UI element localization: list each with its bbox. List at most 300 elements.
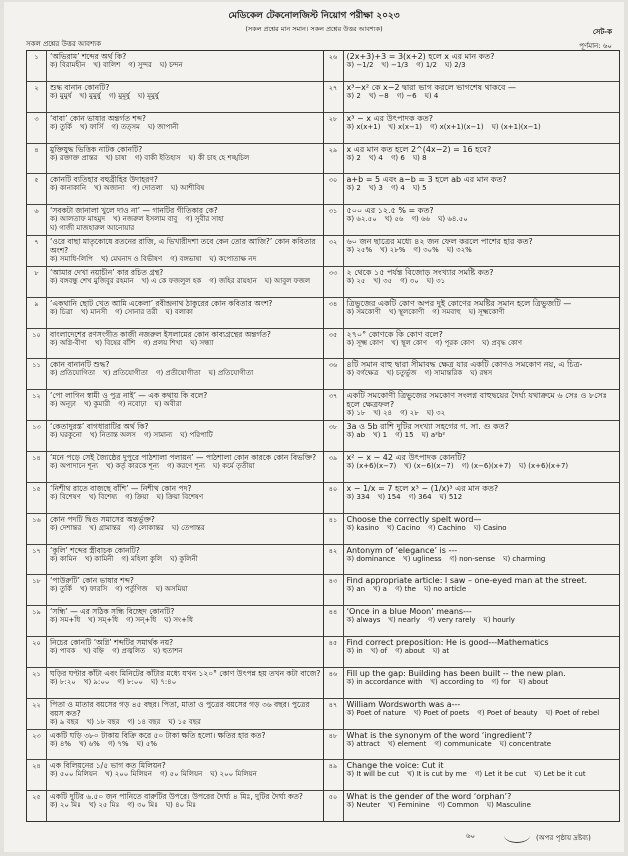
- question-row: [27, 174, 323, 205]
- answer-option: ক) Neuter: [346, 801, 381, 810]
- option-list: [50, 616, 321, 625]
- answer-option: গ) লোকান্তর: [128, 523, 164, 532]
- answer-option: গ) ৩০ মিঃ: [127, 801, 158, 810]
- option-list: [50, 277, 321, 286]
- option-list: [347, 92, 618, 101]
- option-list: [50, 555, 321, 564]
- answer-option: ক) 334: [346, 492, 370, 501]
- answer-option: ঘ) no article: [423, 585, 467, 594]
- question-text: ৬০ জন ছাত্রের মধ্যে ৪২ জন ফেল করলে পাশের হার কত?: [346, 237, 533, 247]
- answer-option: ঘ) at: [432, 647, 450, 656]
- page-mark: ৬০: [466, 832, 476, 840]
- question-number: ১৩: [27, 421, 47, 451]
- answer-option: ঘ) ৪০ মিঃ: [165, 801, 197, 810]
- answer-option: ক) 2: [346, 184, 361, 193]
- option-list: [347, 308, 618, 317]
- answer-option: ঘ) গাজী মাজহারুল আনোয়ার: [50, 224, 135, 233]
- answer-option: খ) ৫৬: [384, 215, 404, 224]
- answer-option: খ) অজানা: [94, 184, 125, 193]
- question-body: [344, 267, 620, 297]
- option-list: [347, 616, 618, 625]
- question-row: [27, 699, 323, 730]
- question-row: [27, 545, 323, 576]
- answer-option: ক) ৫০০ মিলিয়ন: [50, 770, 98, 779]
- question-body: [344, 545, 620, 575]
- question-text: শুদ্ধ বানান কোনটি?: [50, 82, 110, 92]
- question-row: [324, 267, 620, 298]
- question-body: [47, 421, 323, 451]
- question-number: ২২: [27, 699, 47, 729]
- option-list: [347, 277, 618, 286]
- question-body: [344, 606, 620, 636]
- question-number: ৩৯: [324, 452, 344, 482]
- answer-option: গ) Common: [437, 801, 479, 810]
- question-row: [324, 421, 620, 452]
- question-body: [47, 606, 323, 636]
- question-row: [324, 760, 620, 791]
- answer-option: ঘ) Masculine: [486, 801, 531, 810]
- option-list: [50, 770, 321, 779]
- question-number: ৩৩: [324, 267, 344, 297]
- option-list: [347, 493, 618, 502]
- question-row: [27, 483, 323, 514]
- question-row: [27, 452, 323, 483]
- answer-option: ক) সমাধি-লিপি: [50, 255, 93, 264]
- question-number: ৩৮: [324, 421, 344, 451]
- answer-option: ঘ) Poet of rebel: [545, 708, 600, 717]
- answer-option: ক) ৮:২০: [50, 677, 76, 686]
- option-list: [347, 585, 618, 594]
- answer-option: ঘ) তেপান্তর: [171, 523, 205, 532]
- answer-option: খ) ৩৫: [373, 276, 393, 285]
- question-body: [344, 359, 620, 389]
- question-body: [47, 113, 323, 143]
- question-number: ৫: [27, 174, 47, 204]
- question-row: [27, 267, 323, 298]
- answer-option: ক) পাবক: [50, 647, 76, 656]
- question-body: [344, 329, 620, 359]
- question-row: [27, 730, 323, 761]
- answer-option: খ) এ কে ফজলুল হক: [141, 276, 202, 285]
- answer-option: গ) বাকী ইতিহাস: [134, 153, 181, 162]
- answer-option: ক) তুর্কি: [50, 122, 73, 131]
- answer-option: ঘ) ৭:৪০: [150, 677, 177, 686]
- answer-option: খ) ফার্সি: [80, 122, 104, 131]
- question-body: [47, 236, 323, 266]
- question-row: [27, 113, 323, 144]
- question-text: Fill up the gap: Building has been built -- the new plan.: [346, 668, 566, 678]
- answer-option: ক) রক্তাক্ত প্রান্তর: [50, 153, 98, 162]
- answer-option: ঘ) (x+6)(x+7): [519, 461, 569, 470]
- answer-option: ক) ২৫: [346, 276, 366, 285]
- answer-option: ঘ) অসমিয়া: [155, 585, 188, 594]
- answer-option: ক) চিত্রা: [50, 307, 73, 316]
- question-text: ‘কেতাদুরস্ত’ বাগধারাটির অর্থ কি?: [50, 422, 149, 432]
- answer-option: ক) অনূঢ়া: [50, 400, 76, 409]
- answer-option: ক) তুর্কি: [50, 585, 73, 594]
- question-body: [344, 699, 620, 729]
- answer-option: ঘ) আবুল ফজল: [264, 276, 311, 285]
- question-number: ১৫: [27, 483, 47, 513]
- question-number: ৩৪: [324, 298, 344, 328]
- answer-option: ঘ) 4: [424, 91, 439, 100]
- question-body: [344, 174, 620, 204]
- answer-option: খ) 3: [368, 184, 383, 193]
- answer-option: গ) −6: [396, 91, 417, 100]
- question-text: x³−x² কে x−2 দ্বারা ভাগ করলে ভাগশেষ থাকবে —: [346, 82, 516, 92]
- question-row: [324, 298, 620, 329]
- answer-option: ক) বঙ্গবন্ধু শেখ মুজিবুর রহমান: [50, 276, 134, 285]
- question-text: What is the synonym of the word ‘ingredient’?: [346, 730, 532, 740]
- answer-option: ক) dominance: [346, 554, 396, 563]
- answer-option: ক) ৪%: [50, 739, 72, 748]
- answer-option: গ) about: [395, 647, 425, 656]
- answer-option: খ) গ্রামান্তর: [89, 523, 121, 532]
- answer-option: ঘ) a²b²: [421, 431, 446, 440]
- answer-option: ক) দেশান্তর: [50, 523, 82, 532]
- question-text: (2x+3)+3 = 3(x+2) হলে x এর মান কত?: [346, 52, 495, 61]
- question-text: ‘Once in a blue Moon’ means---: [346, 607, 472, 617]
- question-body: [47, 144, 323, 174]
- answer-option: ক) always: [346, 616, 381, 625]
- option-list: [50, 308, 321, 317]
- question-text: ৪টি সমান বাহু দ্বারা সীমাবদ্ধ ক্ষেত্র যার একটি কোণও সমকোণ নয়, এ চিত্র-: [346, 360, 583, 370]
- question-row: [324, 637, 620, 668]
- answer-option: খ) ২৫ মিঃ: [88, 801, 120, 810]
- answer-option: খ) of: [370, 647, 388, 656]
- answer-option: খ) সম্+ধি: [88, 616, 119, 625]
- question-text: ‘অভিরাম’ শব্দের অর্থ কি?: [50, 52, 127, 61]
- answer-option: ঘ) concentrate: [499, 739, 552, 748]
- question-body: [344, 298, 620, 328]
- question-body: [344, 390, 620, 420]
- question-body: [344, 760, 620, 790]
- question-text: ‘বাবা’ কোন ভাষার অন্তর্গত শব্দ?: [50, 113, 147, 123]
- question-body: [344, 514, 620, 544]
- question-row: [27, 791, 323, 821]
- answer-option: ঘ) (x+1)(x−1): [491, 122, 541, 131]
- question-body: [47, 791, 323, 821]
- answer-option: গ) প্রতীযোগীতা: [155, 369, 201, 378]
- answer-option: গ) করণে শূন্য: [166, 461, 205, 470]
- question-row: [324, 113, 620, 144]
- question-text: Find correct preposition: He is good---Mathematics: [346, 638, 549, 648]
- question-grid: [26, 50, 620, 822]
- option-list: [347, 709, 618, 718]
- answer-option: ক) ৬২.৫০: [346, 215, 377, 224]
- answer-option: ক) অগ্নি-বীণা: [50, 338, 87, 347]
- question-row: [27, 606, 323, 637]
- question-text: কোন বানানটি শুদ্ধ?: [50, 360, 110, 370]
- answer-option: গ) সামান্য: [143, 431, 173, 440]
- answer-option: ক) বিশেষণ: [50, 492, 81, 501]
- question-text: William Wordsworth was a---: [346, 699, 461, 709]
- question-number: ২৮: [324, 113, 344, 143]
- answer-option: ঘ) কর্মে তৃতীয়া: [212, 461, 255, 470]
- question-body: [344, 575, 620, 605]
- question-body: [47, 668, 323, 698]
- option-list: [347, 123, 618, 132]
- question-row: [27, 668, 323, 699]
- question-number: ১৬: [27, 514, 47, 544]
- answer-option: ক) kasino: [346, 523, 379, 532]
- answer-option: খ) প্রতিযোগীতা: [103, 369, 148, 378]
- answer-option: খ) Cacino: [386, 523, 421, 532]
- question-body: [344, 791, 620, 821]
- answer-option: ঘ) পরিপাটি: [180, 431, 213, 440]
- answer-option: খ) স্থূল কোণ: [391, 338, 427, 347]
- option-list: [50, 718, 321, 727]
- answer-option: ক) 2: [346, 153, 361, 162]
- question-row: [27, 205, 323, 236]
- option-list: [347, 369, 618, 378]
- answer-option: খ) চতুর্ভুজ: [386, 369, 417, 378]
- answer-option: গ) তত্সম: [111, 122, 140, 131]
- question-number: ৮: [27, 267, 47, 297]
- answer-option: ঘ) কপোতাক্ষ নদ: [209, 255, 257, 264]
- question-text: ‘সন্ধি’ — এর সঠিক সন্ধি বিচ্ছেদ কোনটি?: [50, 607, 175, 617]
- question-body: [344, 144, 620, 174]
- answer-option: গ) Cachino: [428, 523, 466, 532]
- question-number: ৩: [27, 113, 47, 143]
- answer-option: গ) সোনার তরী: [115, 307, 158, 316]
- question-number: ৪২: [324, 545, 344, 575]
- question-row: [324, 174, 620, 205]
- option-list: [347, 770, 618, 779]
- answer-option: ক) বর্গক্ষেত্র: [346, 369, 379, 378]
- answer-option: ঘ) কী চাহ হে শঙ্খচিল: [188, 153, 250, 162]
- answer-option: গ) সুন্দর: [128, 61, 152, 69]
- instruction-text: সকল প্রশ্নের উত্তর আবশ্যক: [26, 40, 102, 48]
- question-number: ২৫: [27, 791, 47, 821]
- answer-option: ক) x(x+1): [346, 122, 381, 131]
- answer-option: ক) ৯ বছর: [50, 717, 79, 726]
- answer-option: ক) an: [346, 585, 366, 594]
- question-text: ত্রিভুজের একটি কোণ অপর দুই কোণের সমষ্টির সমান হলে ত্রিভুজটি —: [346, 298, 572, 308]
- question-number: ২৪: [27, 760, 47, 790]
- question-body: [47, 730, 323, 760]
- question-row: [324, 144, 620, 175]
- answer-option: খ) কুমারী: [83, 400, 111, 409]
- option-list: [347, 339, 618, 348]
- question-row: [27, 421, 323, 452]
- answer-option: গ) পর্তুগিজ: [115, 585, 148, 594]
- option-list: [50, 647, 321, 656]
- question-number: ১১: [27, 359, 47, 389]
- option-list: [50, 678, 321, 687]
- option-list: [347, 555, 618, 564]
- answer-option: গ) প্রলয় শিখা: [143, 338, 183, 347]
- answer-option: খ) বহ্নি: [83, 647, 105, 656]
- continue-note: (অপর পৃষ্ঠায় দ্রষ্টব্য): [536, 834, 591, 842]
- question-text: কোনটি ব্যতিহার বহুব্রীহির উদাহরণ?: [50, 175, 158, 185]
- answer-option: ক) −1/2: [346, 61, 374, 69]
- question-text: ‘মনে পড়ে সেই জ্যৈষ্ঠের দুপুরে পাঠশালা পলায়ন’ — পাঠশালা কোন কারকে কোন বিভক্তি?: [50, 452, 317, 462]
- paper-title: মেডিকেল টেকনোলজিস্ট নিয়োগ পরীক্ষা ২০২৩: [228, 11, 400, 21]
- left-question-column: [27, 51, 324, 821]
- answer-option: ক) সূক্ষ্ম কোণ: [346, 338, 384, 347]
- answer-option: ঘ) hourly: [483, 616, 515, 625]
- question-body: [344, 205, 620, 235]
- question-body: [47, 514, 323, 544]
- answer-option: গ) সমবাহু: [432, 307, 461, 316]
- answer-option: ক) সম+ধি: [50, 616, 81, 625]
- question-text: Change the voice: Cut it: [346, 761, 444, 771]
- question-number: ১৯: [27, 606, 47, 636]
- question-text: ‘কুলি’ শব্দের স্ত্রীবাচক কোনটি?: [50, 545, 140, 555]
- option-list: [347, 61, 618, 70]
- question-text: Find appropriate article: I saw – one-eyed man at the street.: [346, 576, 588, 586]
- answer-option: খ) −1/3: [381, 61, 409, 69]
- answer-option: ঘ) 5: [412, 184, 427, 193]
- question-row: [27, 637, 323, 668]
- answer-option: খ) ২৪: [373, 409, 393, 418]
- question-row: [324, 51, 620, 82]
- option-list: [347, 647, 618, 656]
- question-text: এক বিলিয়নের ১/৫ ভাগ কত মিলিয়ন?: [50, 761, 166, 771]
- question-text: x² − x − 42 এর উৎপাদক কোনটি?: [346, 452, 466, 462]
- question-number: ৩১: [324, 205, 344, 235]
- answer-option: খ) কর্তৃ কারকে শূন্য: [105, 461, 159, 470]
- question-text: কোন পদটি দ্বিগু সমাসের অন্তর্ভুক্ত?: [50, 514, 155, 524]
- question-number: ৪৯: [324, 760, 344, 790]
- answer-option: খ) নিতান্ত অলস: [89, 431, 136, 440]
- answer-option: ঘ) charming: [503, 554, 546, 563]
- answer-option: গ) সামান্তরিক: [424, 369, 463, 378]
- answer-option: ঘ) মূমুর্ষু: [137, 91, 159, 100]
- answer-option: ঘ) সূক্ষ্মকোণী: [468, 307, 505, 316]
- question-body: [47, 329, 323, 359]
- option-list: [50, 740, 321, 749]
- question-row: [324, 205, 620, 236]
- question-row: [27, 329, 323, 360]
- question-body: [47, 760, 323, 790]
- answer-option: খ) ugliness: [403, 554, 442, 563]
- answer-option: গ) non-sense: [449, 554, 496, 563]
- question-body: [344, 637, 620, 667]
- question-text: ‘পো লাগিন স্বামী ও পুত্র নাই’ — এক কথায় কি বলে?: [50, 391, 208, 401]
- answer-option: গ) সুবীর সাহা: [185, 215, 224, 224]
- option-list: [347, 462, 618, 471]
- question-row: [27, 236, 323, 267]
- answer-option: ক) ab: [346, 431, 366, 440]
- question-body: [47, 483, 323, 513]
- question-number: ৯: [27, 298, 47, 328]
- question-text: ‘নিশীথ রাতে বাজছে বাঁশি’ — নিশীথ কোন পদ?: [50, 483, 192, 493]
- question-text: বাংলাদেশের রণসংগীত কাজী নজরুল ইসলামের কোন কাব্যগ্রন্থের অন্তর্গত?: [50, 329, 271, 339]
- question-row: [324, 359, 620, 390]
- answer-option: খ) according to: [430, 677, 484, 686]
- answer-option: খ) element: [387, 739, 427, 748]
- answer-option: খ) বিষের বাঁশি: [94, 338, 136, 347]
- question-body: [344, 483, 620, 513]
- answer-option: ক) ১৮: [346, 409, 366, 418]
- question-number: ২০: [27, 637, 47, 667]
- answer-option: গ) very rarely: [427, 616, 476, 625]
- answer-option: খ) বিশেষ্য: [88, 492, 118, 501]
- question-body: [344, 421, 620, 451]
- question-row: [27, 359, 323, 390]
- question-number: ৪৫: [324, 637, 344, 667]
- question-body: [47, 390, 323, 420]
- answer-option: ক) কানাকানি: [50, 184, 87, 193]
- question-body: [47, 637, 323, 667]
- question-row: [324, 730, 620, 761]
- answer-option: খ) x(x−1): [388, 122, 423, 131]
- answer-option: গ) ২৮: [400, 409, 419, 418]
- answer-option: গ) 15: [395, 431, 414, 440]
- question-text: x³ − x এর উৎপাদক কত?: [346, 113, 433, 123]
- question-number: ৩৭: [324, 390, 344, 420]
- question-row: [27, 575, 323, 606]
- answer-option: ক) It will be cut: [346, 770, 400, 779]
- answer-option: খ) 1: [373, 431, 388, 440]
- question-row: [324, 699, 620, 730]
- set-label: সেট-ক: [592, 28, 612, 36]
- answer-option: ঘ) ৫%: [136, 739, 158, 748]
- question-row: [324, 452, 620, 483]
- question-row: [324, 329, 620, 360]
- answer-option: খ) ৬%: [79, 739, 100, 748]
- question-number: ২: [27, 82, 47, 112]
- answer-option: গ) নবোঢ়া: [118, 400, 147, 409]
- question-body: [47, 545, 323, 575]
- answer-option: ঘ) 2/3: [444, 61, 466, 69]
- question-text: x − 1/x = 7 হলে x³ − (1/x)³ এর মান কত?: [346, 483, 499, 493]
- question-text: ২ থেকে ১৫ পর্যন্ত বিজোড় সংখ্যার সমষ্টি কত?: [346, 267, 494, 277]
- option-list: [347, 154, 618, 163]
- question-number: ৪৪: [324, 606, 344, 636]
- question-body: [344, 668, 620, 698]
- answer-option: ক) সমকোণী: [346, 307, 381, 316]
- option-list: [50, 400, 321, 409]
- option-list: [50, 154, 321, 163]
- answer-option: ক) মুমুর্ষ: [50, 91, 72, 100]
- question-row: [27, 760, 323, 791]
- option-list: [347, 431, 618, 440]
- answer-option: গ) মুমূর্ষু: [108, 91, 130, 100]
- question-text: ২৭০° কোণকে কি কোণ বলে?: [346, 329, 443, 339]
- answer-option: ক) in accordance with: [346, 677, 423, 686]
- option-list: [347, 184, 618, 193]
- answer-option: ঘ) হুতাশন: [153, 647, 183, 656]
- question-number: ৩৬: [324, 359, 344, 389]
- answer-option: গ) the: [394, 585, 416, 594]
- answer-option: খ) চাষা: [105, 153, 127, 162]
- answer-option: গ) সন্+ধি: [126, 616, 157, 625]
- answer-option: গ) (x−6)(x+7): [461, 461, 511, 470]
- question-row: [324, 791, 620, 821]
- answer-option: ঘ) প্রতিযোগীতা: [208, 369, 254, 378]
- question-number: ৩০: [324, 174, 344, 204]
- answer-option: গ) ১৪ বছর: [127, 717, 161, 726]
- answer-option: ক) in: [346, 647, 363, 656]
- question-number: ১৪: [27, 452, 47, 482]
- answer-option: ঘ) ৩১: [426, 276, 446, 285]
- answer-option: গ) ৭%: [107, 739, 129, 748]
- question-row: [27, 514, 323, 545]
- question-row: [324, 390, 620, 421]
- answer-option: ঘ) Casino: [473, 523, 507, 532]
- question-text: ‘সবকটা জানালা খুলে দাও না’ — গানটির গীতিকার কে?: [50, 206, 218, 216]
- answer-option: ঘ) 512: [439, 492, 463, 501]
- answer-option: ঘ) আশীবিষ: [170, 184, 205, 193]
- option-list: [50, 462, 321, 471]
- question-number: ৭: [27, 236, 47, 266]
- answer-option: গ) জহির রায়হান: [209, 276, 257, 285]
- question-number: ৪: [27, 144, 47, 174]
- answer-option: গ) 364: [408, 492, 432, 501]
